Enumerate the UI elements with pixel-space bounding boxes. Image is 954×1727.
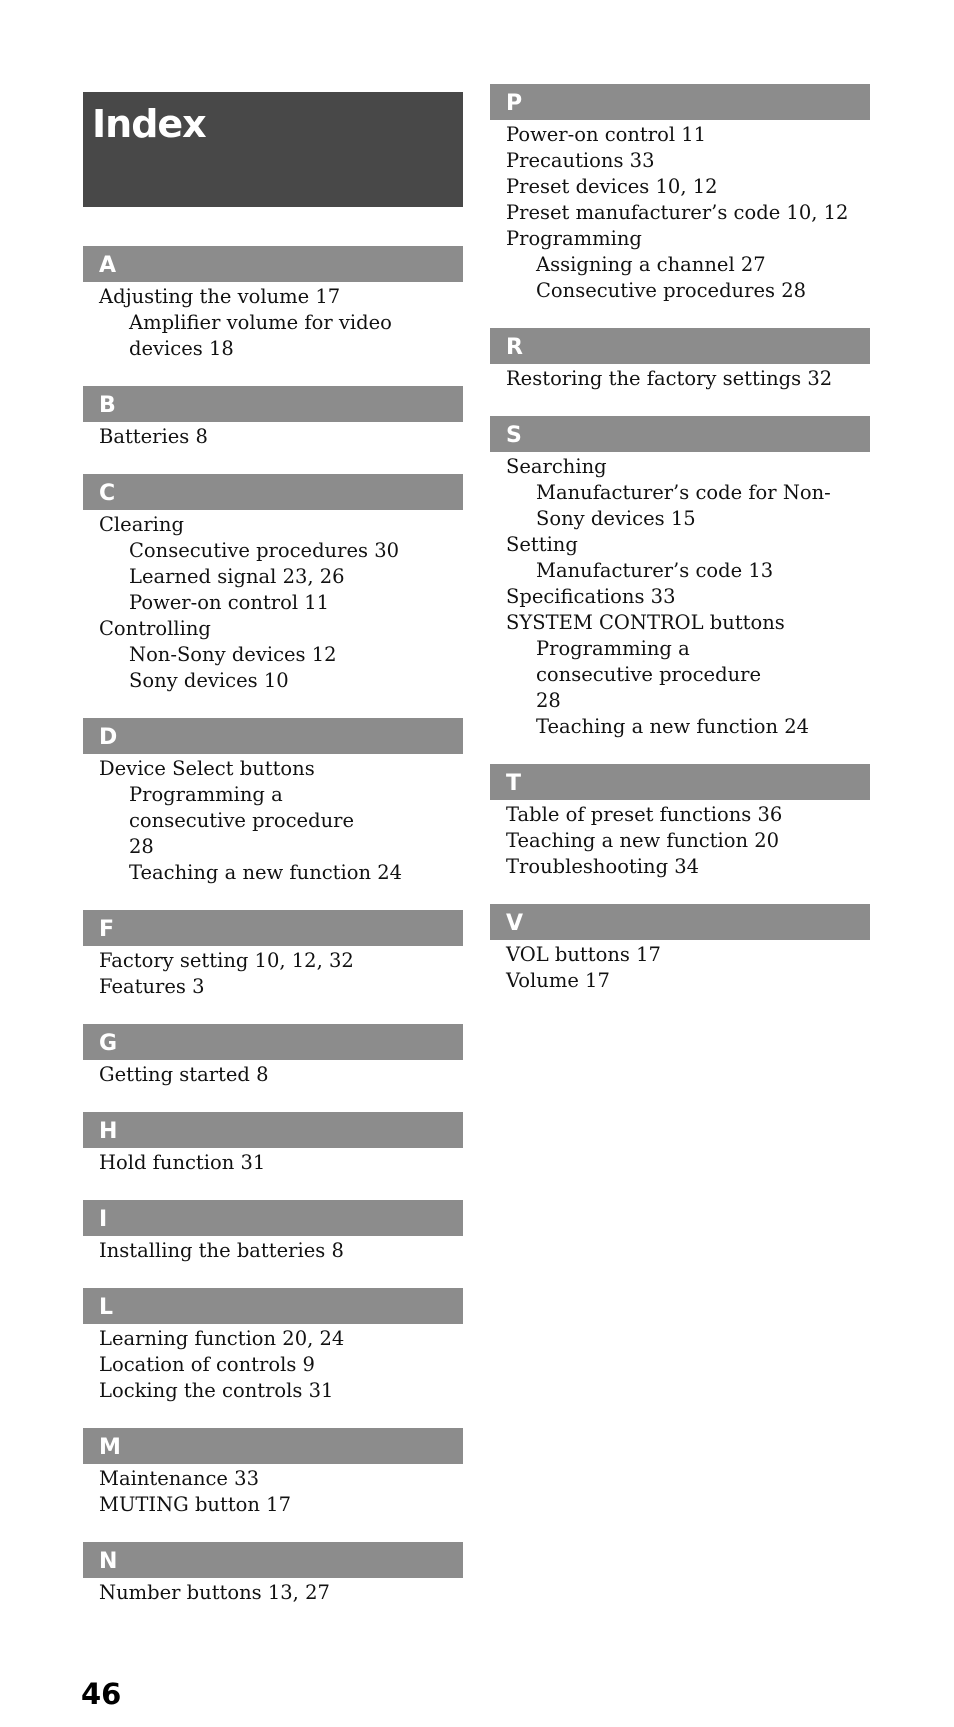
section-header-f: F — [83, 910, 463, 946]
index-entry: Table of preset functions 36 — [506, 803, 783, 826]
index-entry: Locking the controls 31 — [99, 1379, 334, 1402]
index-subentry: Learned signal 23, 26 — [129, 565, 345, 588]
section-header-i: I — [83, 1200, 463, 1236]
section-header-a: A — [83, 246, 463, 282]
left-column — [83, 92, 463, 1630]
section-p — [490, 120, 870, 304]
index-entry: Number buttons 13, 27 — [99, 1581, 330, 1604]
index-subentry: Amplifier volume for video devices 18 — [129, 311, 392, 360]
section-l — [83, 1324, 463, 1404]
index-entry: Power-on control 11 — [506, 123, 707, 146]
section-header-t: T — [490, 764, 870, 800]
section-c — [83, 510, 463, 694]
section-g — [83, 1060, 463, 1088]
index-entry: Hold function 31 — [99, 1151, 266, 1174]
index-entry: Adjusting the volume 17 — [99, 285, 341, 308]
section-f — [83, 946, 463, 1000]
right-column — [490, 84, 870, 1018]
section-a — [83, 282, 463, 362]
index-entry: Clearing — [99, 513, 184, 536]
index-entry: Preset devices 10, 12 — [506, 175, 718, 198]
section-header-s: S — [490, 416, 870, 452]
section-header-n: N — [83, 1542, 463, 1578]
index-entry: MUTING button 17 — [99, 1493, 291, 1516]
section-header-r: R — [490, 328, 870, 364]
index-subentry: Teaching a new function 24 — [129, 861, 403, 884]
index-entry: Setting — [506, 533, 578, 556]
index-entry: Restoring the factory settings 32 — [506, 367, 833, 390]
index-entry: Precautions 33 — [506, 149, 655, 172]
index-entry: VOL buttons 17 — [506, 943, 661, 966]
index-entry: Teaching a new function 20 — [506, 829, 780, 852]
section-header-h: H — [83, 1112, 463, 1148]
section-header-m: M — [83, 1428, 463, 1464]
index-entry: Controlling — [99, 617, 211, 640]
section-i — [83, 1236, 463, 1264]
section-d — [83, 754, 463, 886]
index-entry: Factory setting 10, 12, 32 — [99, 949, 354, 972]
index-entry: Preset manufacturer’s code 10, 12 — [506, 201, 849, 224]
index-subentry: Power-on control 11 — [129, 591, 330, 614]
index-entry: Getting started 8 — [99, 1063, 269, 1086]
index-entry: Programming — [506, 227, 642, 250]
index-subentry: Manufacturer’s code for Non-Sony devices 15 — [536, 481, 831, 530]
index-subentry: Teaching a new function 24 — [536, 715, 810, 738]
index-subentry: Assigning a channel 27 — [536, 253, 766, 276]
page-number: 46 — [81, 1677, 122, 1711]
index-entry: Searching — [506, 455, 607, 478]
index-entry: Device Select buttons — [99, 757, 315, 780]
section-header-g: G — [83, 1024, 463, 1060]
section-header-c: C — [83, 474, 463, 510]
section-header-v: V — [490, 904, 870, 940]
index-entry: Troubleshooting 34 — [506, 855, 700, 878]
section-v — [490, 940, 870, 994]
index-subentry: Programming a consecutive procedure 28 — [129, 783, 354, 858]
index-entry: Installing the batteries 8 — [99, 1239, 344, 1262]
index-subentry: Programming a consecutive procedure 28 — [536, 637, 761, 712]
index-subentry: Manufacturer’s code 13 — [536, 559, 774, 582]
section-b — [83, 422, 463, 450]
section-m — [83, 1464, 463, 1518]
section-h — [83, 1148, 463, 1176]
index-entry: Volume 17 — [506, 969, 610, 992]
page-title: Index — [83, 92, 463, 207]
section-s — [490, 452, 870, 740]
index-entry: SYSTEM CONTROL buttons — [506, 611, 785, 634]
index-subentry: Consecutive procedures 30 — [129, 539, 400, 562]
index-subentry: Consecutive procedures 28 — [536, 279, 807, 302]
index-subentry: Non-Sony devices 12 — [129, 643, 337, 666]
index-entry: Learning function 20, 24 — [99, 1327, 345, 1350]
index-entry: Specifications 33 — [506, 585, 676, 608]
section-n — [83, 1578, 463, 1606]
section-header-l: L — [83, 1288, 463, 1324]
section-header-b: B — [83, 386, 463, 422]
index-entry: Location of controls 9 — [99, 1353, 315, 1376]
section-r — [490, 364, 870, 392]
section-t — [490, 800, 870, 880]
section-header-d: D — [83, 718, 463, 754]
index-entry: Maintenance 33 — [99, 1467, 259, 1490]
section-header-p: P — [490, 84, 870, 120]
index-entry: Batteries 8 — [99, 425, 208, 448]
index-entry: Features 3 — [99, 975, 205, 998]
index-subentry: Sony devices 10 — [129, 669, 289, 692]
